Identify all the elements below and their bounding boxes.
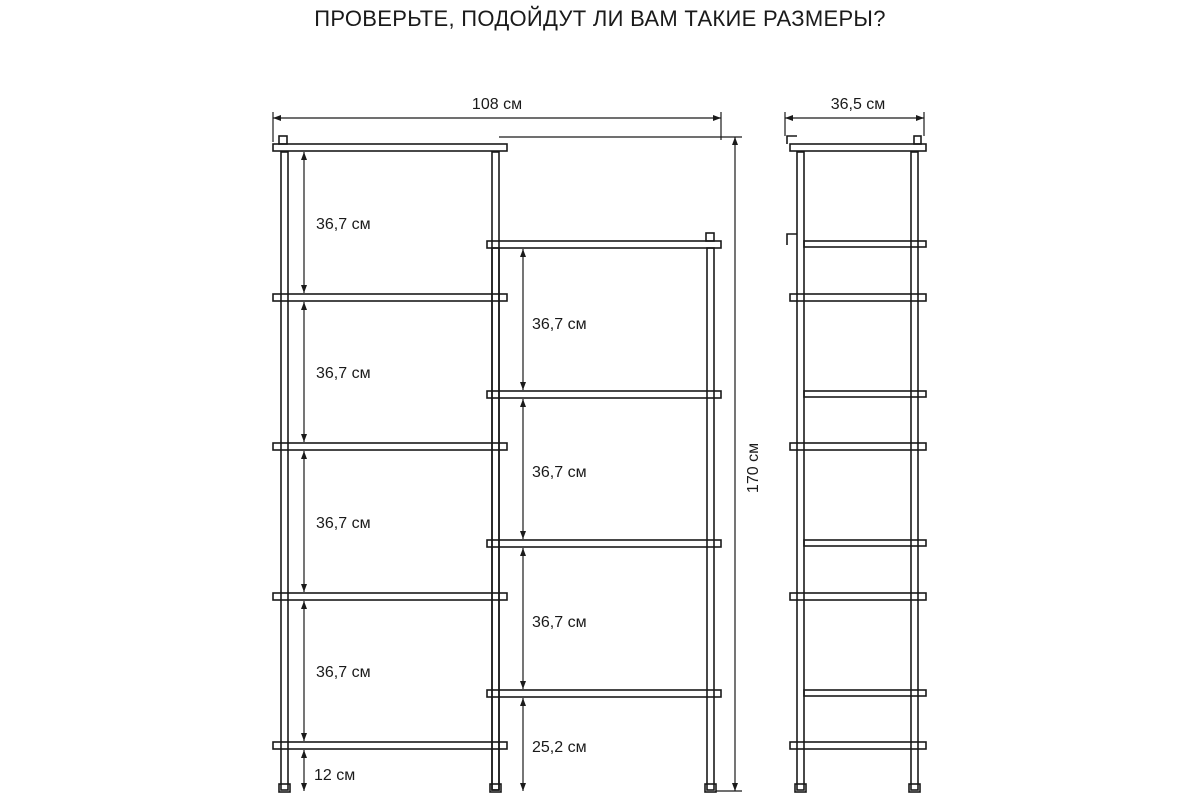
side-view-offset-shelf [804, 391, 926, 397]
right-unit-top-cap [706, 233, 714, 241]
left-unit-shelf [273, 742, 507, 749]
side-view-offset-shelf [804, 540, 926, 546]
right-unit-outer-post [707, 248, 714, 790]
left-shelving-unit [273, 136, 507, 792]
left-unit-shelf [273, 593, 507, 600]
right-gap-dimension-lines [520, 249, 526, 791]
height-label: 170 см [745, 442, 762, 494]
right-unit-inner-post [492, 248, 499, 790]
depth-label: 36,5 см [830, 96, 886, 113]
side-view-offset-shelf [804, 690, 926, 696]
leg-height-label: 12 см [314, 767, 356, 784]
side-view-top-cap [914, 136, 921, 144]
left-unit-shelf [273, 294, 507, 301]
side-view-hook [787, 136, 797, 144]
left-gap-label: 36,7 см [316, 664, 371, 681]
side-view-shelf [790, 144, 926, 151]
side-view-unit [787, 136, 926, 792]
left-gap-dimension-lines [301, 152, 307, 791]
right-unit-shelf [487, 690, 721, 697]
side-view-front-post [797, 152, 804, 790]
side-view-shelf [790, 593, 926, 600]
right-unit-shelf [487, 241, 721, 248]
right-unit-shelf [487, 540, 721, 547]
right-bottom-gap-label: 25,2 см [532, 739, 587, 756]
side-view-shelf [790, 294, 926, 301]
left-unit-outer-post [281, 152, 288, 790]
left-unit-shelf [273, 144, 507, 151]
left-gap-label: 36,7 см [316, 515, 371, 532]
left-gap-label: 36,7 см [316, 216, 371, 233]
side-view-offset-shelf [804, 241, 926, 247]
side-view-shelf [790, 742, 926, 749]
right-gap-label: 36,7 см [532, 464, 587, 481]
right-unit-shelf [487, 391, 721, 398]
right-shelving-unit [487, 233, 721, 792]
right-gap-label: 36,7 см [532, 614, 587, 631]
right-gap-label: 36,7 см [532, 316, 587, 333]
width-label: 108 см [471, 96, 523, 113]
depth-dimension-line [785, 112, 924, 136]
side-view-shelf [790, 443, 926, 450]
left-unit-top-cap [279, 136, 287, 144]
page-title: ПРОВЕРЬТЕ, ПОДОЙДУТ ЛИ ВАМ ТАКИЕ РАЗМЕРЫ? [314, 6, 886, 31]
left-unit-shelf [273, 443, 507, 450]
left-gap-label: 36,7 см [316, 365, 371, 382]
side-view-hook [787, 234, 797, 245]
